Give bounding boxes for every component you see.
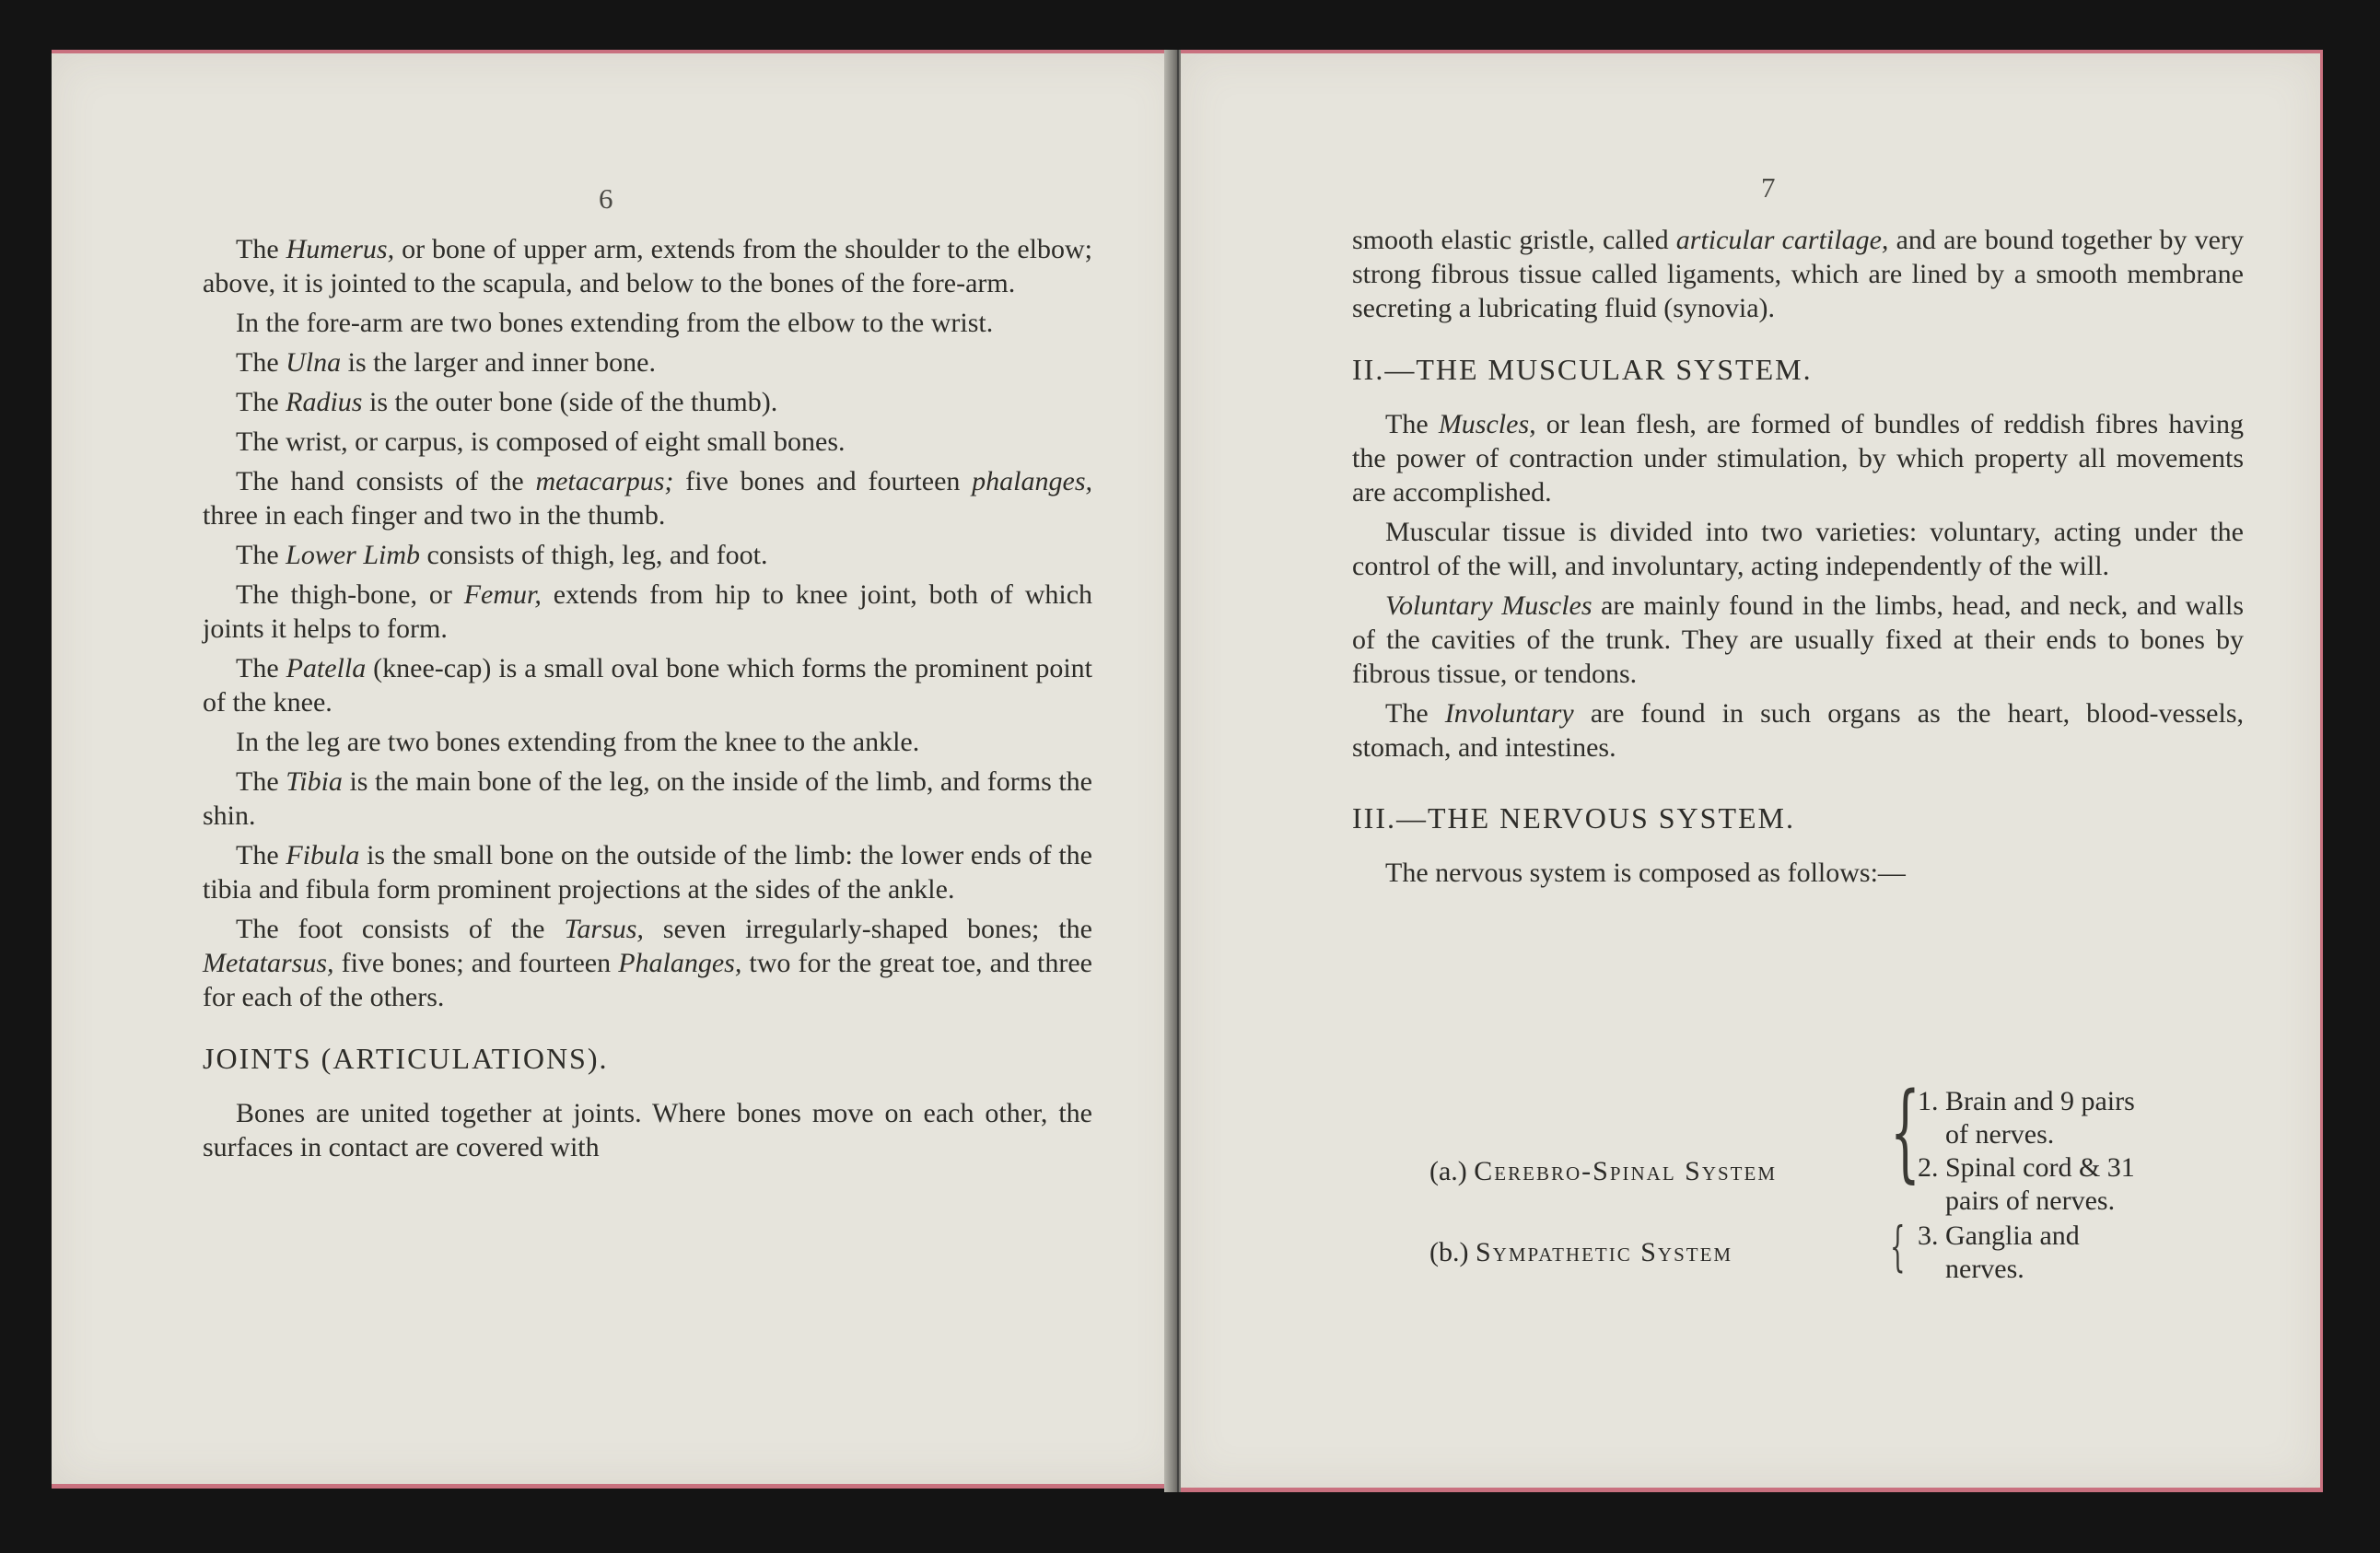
system-b-label: (b.) Sympathetic System xyxy=(1429,1237,1733,1267)
paragraph-muscular-tissue: Muscular tissue is divided into two varieties: voluntary, acting under the control of the will, and involuntary, acting independently of the will. xyxy=(1352,517,2244,581)
page-number: 6 xyxy=(599,182,613,215)
paragraph-leg: In the leg are two bones extending from the knee to the ankle. xyxy=(236,727,920,757)
paragraph-voluntary: Voluntary Muscles are mainly found in the limbs, head, and neck, and walls of the cavities of the trunk. They are usually fixed at their ends to bones by fibrous tissue, or tendons. xyxy=(1352,590,2244,689)
brace-a: { xyxy=(1890,1070,1920,1194)
system-a-label: (a.) Cerebro-Spinal System xyxy=(1429,1156,1778,1186)
system-a-item-1-cont: of nerves. xyxy=(1945,1119,2055,1150)
paragraph-wrist: The wrist, or carpus, is composed of eight small bones. xyxy=(236,426,846,457)
paragraph-nervous-intro: The nervous system is composed as follows:— xyxy=(1385,858,1906,888)
right-page xyxy=(1181,50,2323,1492)
paragraph-forearm: In the fore-arm are two bones extending from the elbow to the wrist. xyxy=(236,308,994,338)
paragraph-femur: The thigh-bone, or Femur, extends from hip to knee joint, both of which joints it helps to form. xyxy=(203,579,1093,644)
paragraph-cartilage: smooth elastic gristle, called articular cartilage, and are bound together by very strong fibrous tissue called ligaments, which are lined by a smooth membrane secreting a lubricating fluid (synovia). xyxy=(1352,225,2244,323)
paragraph-ulna: The Ulna is the larger and inner bone. xyxy=(236,347,656,378)
system-b-item-1-cont: nerves. xyxy=(1945,1254,2024,1284)
brace-b: { xyxy=(1890,1215,1906,1278)
heading-joints: JOINTS (ARTICULATIONS). xyxy=(203,1042,609,1075)
system-b-name: Sympathetic System xyxy=(1475,1237,1733,1267)
paragraph-involuntary: The Involuntary are found in such organs as the heart, blood-vessels, stomach, and intestines. xyxy=(1352,698,2244,763)
heading-nervous-system: III.—THE NERVOUS SYSTEM. xyxy=(1352,801,1795,835)
paragraph-hand: The hand consists of the metacarpus; five bones and fourteen phalanges, three in each finger and two in the thumb. xyxy=(203,466,1092,531)
left-page xyxy=(52,50,1179,1489)
page-number: 7 xyxy=(1761,171,1776,204)
heading-muscular-system: II.—THE MUSCULAR SYSTEM. xyxy=(1352,353,1813,386)
paragraph-tibia: The Tibia is the main bone of the leg, on the inside of the limb, and forms the shin. xyxy=(203,766,1092,831)
paragraph-radius: The Radius is the outer bone (side of the thumb). xyxy=(236,387,778,417)
paragraph-fibula: The Fibula is the small bone on the outside of the limb: the lower ends of the tibia and fibula form prominent projections at the sides of the ankle. xyxy=(203,840,1092,905)
system-a-item-2: 2. Spinal cord & 31 xyxy=(1918,1152,2135,1183)
left-page-text xyxy=(203,232,1092,1170)
right-page-text xyxy=(1352,223,2244,895)
system-a-item-2-cont: pairs of nerves. xyxy=(1945,1185,2116,1216)
paragraph-joints: Bones are united together at joints. Where bones move on each other, the surfaces in contact are covered with xyxy=(203,1098,1092,1162)
paragraph-lower-limb: The Lower Limb consists of thigh, leg, and foot. xyxy=(236,540,768,570)
paragraph-foot: The foot consists of the Tarsus, seven irregularly-shaped bones; the Metatarsus, five bones; and fourteen Phalanges, two for the great toe, and three for each of the others. xyxy=(203,914,1092,1012)
paragraph-muscles: The Muscles, or lean flesh, are formed of bundles of reddish fibres having the power of contraction under stimulation, by which property all movements are accomplished. xyxy=(1352,409,2245,508)
system-a-name: Cerebro-Spinal System xyxy=(1474,1156,1778,1186)
paragraph-patella: The Patella (knee-cap) is a small oval bone which forms the prominent point of the knee. xyxy=(203,653,1092,718)
paragraph-humerus: The Humerus, or bone of upper arm, extends from the shoulder to the elbow; above, it is jointed to the scapula, and below to the bones of the fore-arm. xyxy=(203,234,1092,298)
system-a-item-1: 1. Brain and 9 pairs xyxy=(1918,1086,2135,1116)
system-b-item-1: 3. Ganglia and xyxy=(1918,1220,2080,1251)
